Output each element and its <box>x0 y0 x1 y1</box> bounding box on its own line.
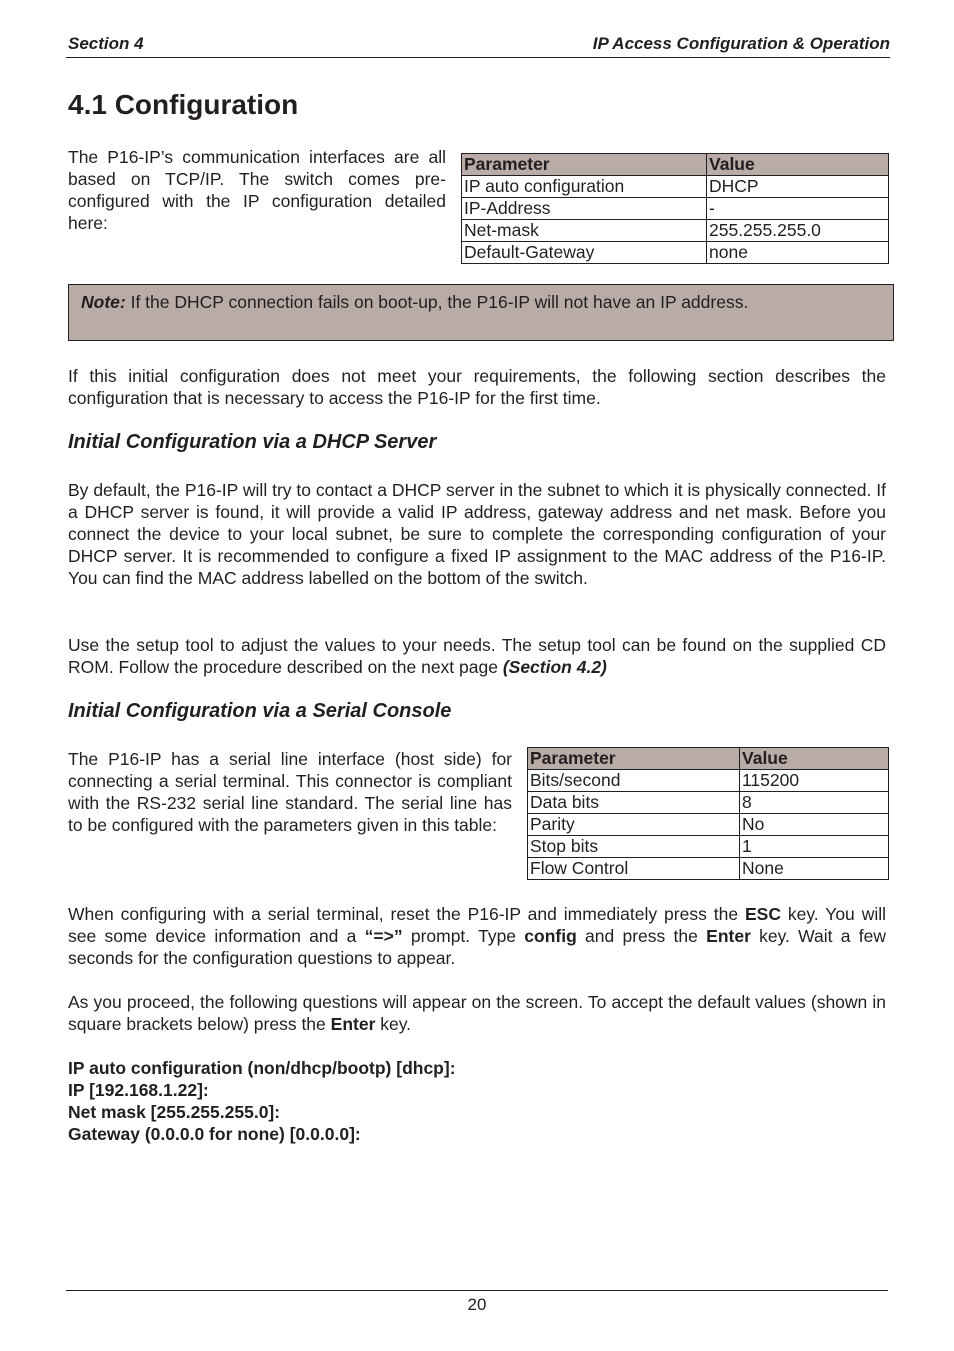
page-title: 4.1 Configuration <box>68 89 299 120</box>
esc-key-label: ESC <box>744 904 781 924</box>
text-run: As you proceed, the following questions will appear on the screen. To accept the default values (shown in square brackets below) press the <box>68 992 886 1034</box>
table-cell: - <box>707 198 889 220</box>
table-row <box>528 792 889 814</box>
table-cell: Data bits <box>528 792 740 814</box>
note-label: Note: <box>81 292 126 312</box>
serial-heading: Initial Configuration via a Serial Console <box>68 700 452 722</box>
table-cell: IP auto configuration <box>462 176 707 198</box>
note-box <box>68 284 894 341</box>
column-header: Parameter <box>462 154 707 176</box>
table-row <box>462 198 889 220</box>
prompt-line: IP [192.168.1.22]: <box>68 1080 209 1100</box>
table-cell: Net-mask <box>462 220 707 242</box>
serial-terminal-paragraph <box>68 903 886 969</box>
table-cell: 115200 <box>740 770 889 792</box>
prompt-line: IP auto configuration (non/dhcp/bootp) [dhcp]: <box>68 1058 456 1078</box>
table-row <box>462 242 889 264</box>
enter-key-label: Enter <box>330 1014 376 1034</box>
config-command: config <box>524 926 577 946</box>
table-cell: 255.255.255.0 <box>707 220 889 242</box>
header-chapter: IP Access Configuration & Operation <box>592 34 890 53</box>
header-section: Section 4 <box>68 34 144 53</box>
table-row <box>528 836 889 858</box>
table-cell: Default-Gateway <box>462 242 707 264</box>
config-prompts <box>68 1057 456 1145</box>
text-run: key. Wait a few seconds for the configuration questions to appear. <box>68 926 886 968</box>
page-number: 20 <box>467 1295 487 1314</box>
questions-paragraph <box>68 991 886 1035</box>
prompt-symbol: “=>” <box>364 926 403 946</box>
text-run: prompt. Type <box>402 926 525 946</box>
table-header-row <box>528 748 889 770</box>
table-row <box>528 814 889 836</box>
column-header: Value <box>707 154 889 176</box>
note-text: If the DHCP connection fails on boot-up, the P16-IP will not have an IP address. <box>125 292 749 312</box>
table-cell: No <box>740 814 889 836</box>
table-row <box>528 858 889 880</box>
prompt-line: Gateway (0.0.0.0 for none) [0.0.0.0]: <box>68 1124 361 1144</box>
footer-rule <box>66 1290 888 1291</box>
table-cell: 8 <box>740 792 889 814</box>
serial-config-table <box>527 747 889 880</box>
table-cell: IP-Address <box>462 198 707 220</box>
text-run: key. You will see some device information and a <box>68 904 886 946</box>
serial-intro-paragraph: The P16-IP has a serial line interface (host side) for connecting a serial terminal. This connector is compliant with the RS-232 serial line standard. The serial line has to be configured with the parameters given in this table: <box>68 749 512 835</box>
dhcp-paragraph: By default, the P16-IP will try to contact a DHCP server in the subnet to which it is physically connected. If a DHCP server is found, it will provide a valid IP address, gateway address and net mask. Before you connect the device to your local subnet, be sure to complete the corresponding configuration of your DHCP server. It is recommended to configure a fixed IP assignment to the MAC address of the P16-IP. You can find the MAC address labelled on the bottom of the switch. <box>68 480 886 588</box>
prompt-line: Net mask [255.255.255.0]: <box>68 1102 281 1122</box>
initial-config-paragraph: If this initial configuration does not meet your requirements, the following section describes the configuration that is necessary to access the P16-IP for the first time. <box>68 366 886 408</box>
header-rule <box>66 57 890 58</box>
text-run: and press the <box>576 926 707 946</box>
intro-paragraph: The P16-IP’s communication interfaces are all based on TCP/IP. The switch comes pre-configured with the IP configuration detailed here: <box>68 147 446 233</box>
column-header: Parameter <box>528 748 740 770</box>
table-cell: none <box>707 242 889 264</box>
enter-key-label: Enter <box>706 926 751 946</box>
column-header: Value <box>740 748 889 770</box>
table-cell: None <box>740 858 889 880</box>
table-header-row <box>462 154 889 176</box>
ip-config-table <box>461 153 889 264</box>
setup-tool-paragraph <box>68 634 886 678</box>
text-run: key. <box>375 1014 412 1034</box>
table-cell: Bits/second <box>528 770 740 792</box>
table-row <box>462 176 889 198</box>
setup-tool-text: Use the setup tool to adjust the values to your needs. The setup tool can be found on the supplied CD ROM. Follow the procedure described on the next page <box>68 635 886 677</box>
dhcp-heading: Initial Configuration via a DHCP Server <box>68 431 437 453</box>
table-cell: Flow Control <box>528 858 740 880</box>
table-cell: Parity <box>528 814 740 836</box>
table-cell: Stop bits <box>528 836 740 858</box>
text-run: When configuring with a serial terminal, reset the P16-IP and immediately press the <box>68 904 745 924</box>
section-reference: (Section 4.2) <box>502 657 607 677</box>
table-row <box>528 770 889 792</box>
table-cell: 1 <box>740 836 889 858</box>
table-row <box>462 220 889 242</box>
table-cell: DHCP <box>707 176 889 198</box>
